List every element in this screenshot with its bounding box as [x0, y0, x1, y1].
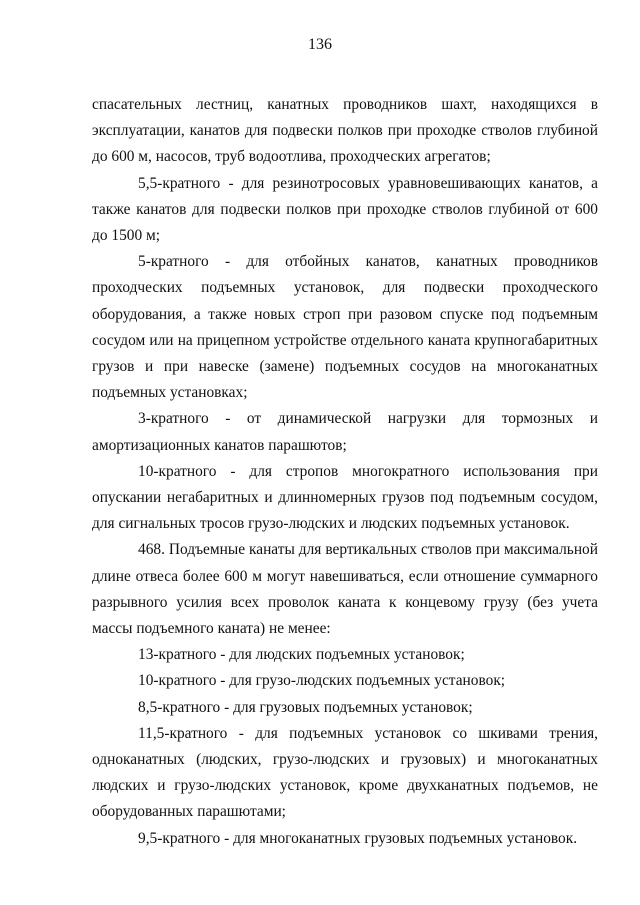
paragraph-8-5-fold: 8,5-кратного - для грузовых подъемных установок; — [138, 698, 473, 716]
paragraph-11-5-fold: 11,5-кратного - для подъемных установок со шкивами трения, одноканатных (людских, грузо-людских и грузовых) и многоканатных людских и грузо-людских установок, кроме двухканатных подъемов, не оборудованных парашютами; — [92, 724, 598, 821]
paragraph-continuation: спасательных лестниц, канатных проводников шахт, находящихся в эксплуатации, канатов для подвески полков при проходке стволов глубиной до 600 м, насосов, труб водоотлива, проходческих агрегатов; — [92, 96, 598, 166]
paragraph-9-5-fold: 9,5-кратного - для многоканатных грузовых подъемных установок. — [138, 829, 578, 847]
document-body — [92, 92, 598, 852]
page-number: 136 — [308, 36, 332, 53]
paragraph-10-fold: 10-кратного - для грузо-людских подъемных установок; — [138, 672, 506, 690]
paragraph-3-fold: 3-кратного - от динамической нагрузки для тормозных и амортизационных канатов парашютов; — [92, 410, 598, 454]
paragraph-5-fold: 5-кратного - для отбойных канатов, канатных проводников проходческих подъемных установок, для подвески проходческого оборудования, а также новых строп при разовом спуске под подъемным сосудом или на прицепном устройстве отдельного каната крупногабаритных грузов и при навеске (замене) подъемных сосудов на многоканатных подъемных установках; — [92, 253, 598, 402]
paragraph-13-fold: 13-кратного - для людских подъемных установок; — [138, 646, 465, 664]
paragraph-468: 468. Подъемные канаты для вертикальных стволов при максимальной длине отвеса более 600 м могут навешиваться, если отношение суммарного разрывного усилия всех проволок каната к концевому грузу (без учета массы подъемного каната) не менее: — [92, 541, 598, 638]
paragraph-5-5-fold: 5,5-кратного - для резинотросовых уравновешивающих канатов, а также канатов для подвески полков при проходке стволов глубиной от 600 до 1500 м; — [92, 174, 598, 245]
paragraph-10-fold-slings: 10-кратного - для стропов многократного использования при опускании негабаритных и длинномерных грузов под подъемным сосудом, для сигнальных тросов грузо-людских и людских подъемных установок. — [92, 462, 598, 533]
